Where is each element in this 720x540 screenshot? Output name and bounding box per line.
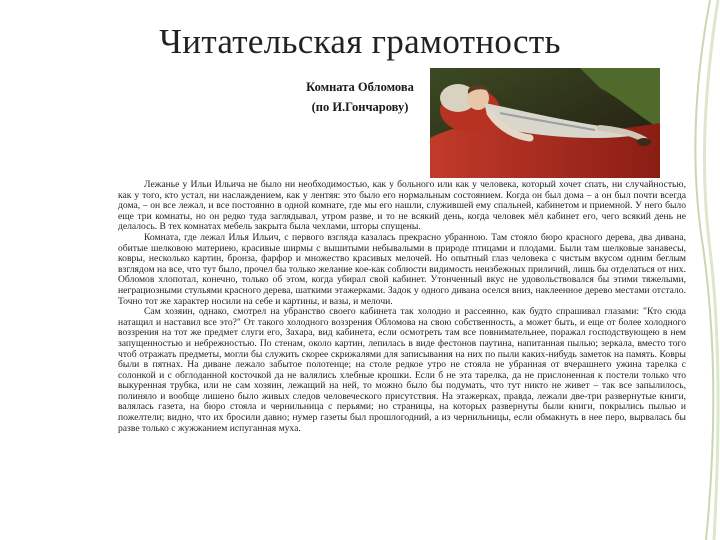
passage-text (118, 180, 686, 434)
paragraph-2: Комната, где лежал Илья Ильич, с первого взгляда казалась прекрасно убранною. Там стояло бюро красного дерева, два дивана, обитые шелковою материею, красивые ширмы с вышитыми небывалыми в природе птицами и плодами. Были там шелковые занавесы, ковры, несколько картин, бронза, фарфор и множество красивых мелочей. Но опытный глаз человека с чистым вкусом одним беглым взглядом на все, что тут было, прочел бы только желание кое-как соблюсти видимость неизбежных приличий, лишь бы отделаться от них. Обломов хлопотал, конечно, только об этом, когда убирал свой кабинет. Утонченный вкус не удовольствовался бы этими тяжелыми, неграциозными стульями красного дерева, шаткими этажерками. Задок у одного дивана оселся вниз, наклеенное дерево местами отстало. Точно тот же характер носили на себе и картины, и вазы, и мелочи. (118, 231, 686, 307)
painting-image (430, 68, 660, 178)
oblomov-painting (430, 68, 660, 178)
paragraph-3: Сам хозяин, однако, смотрел на убранство своего кабинета так холодно и рассеянно, как будто спрашивал глазами: "Кто сюда натащил и наставил все это?" От такого холодного воззрения Обломова на свою собственность, а может быть, и еще от более холодного воззрения на тот же предмет слуги его, Захара, вид кабинета, если осмотреть там все повнимательнее, поражал господствующею в нем запущенностью и небрежностью. По стенам, около картин, лепилась в виде фестонов паутина, напитанная пылью; зеркала, вместо того чтоб отражать предметы, могли бы служить скорее скрижалями для записывания на них по пыли каких-нибудь заметок на память. Ковры были в пятнах. На диване лежало забытое полотенце; на столе редкое утро не стояла не убранная от вчерашнего ужина тарелка с солонкой и с обглоданной косточкой да не валялись хлебные крошки. Если б не эта тарелка, да не прислоненная к постели только что выкуренная трубка, или не сам хозяин, лежащий на ней, то можно было бы подумать, что тут никто не живет – так все запылилось, полиняло и вообще лишено было живых следов человеческого присутствия. На этажерках, правда, лежали две-три развернутые книги, валялась газета, на бюро стояла и чернильница с перьями; но страницы, на которых развернуты были книги, покрылись пылью и пожелтели; видно, что их бросили давно; нумер газеты был прошлогодний, а из чернильницы, если обмакнуть в нее перо, вырвалась бы разве только с жужжанием испуганная муха. (118, 306, 686, 434)
text-title: Комната Обломова (306, 80, 414, 94)
slide-title: Читательская грамотность (159, 22, 561, 61)
text-author: (по И.Гончарову) (311, 100, 409, 114)
paragraph-1: Лежанье у Ильи Ильича не было ни необходимостью, как у больного или как у человека, который хочет спать, ни случайностью, как у того, кто устал, ни наслаждением, как у лентяя: это было его нормальным состоянием. Когда он был дома – а он был почти всегда дома, – он все лежал, и все постоянно в одной комнате, где мы его нашли, служившей ему спальней, кабинетом и приемной. У него было еще три комнаты, но он редко туда заглядывал, утром разве, и то не всякий день, когда человек мёл кабинет его, чего всякий день не делалось. В тех комнатах мебель закрыта была чехлами, шторы спущены. (118, 179, 686, 233)
